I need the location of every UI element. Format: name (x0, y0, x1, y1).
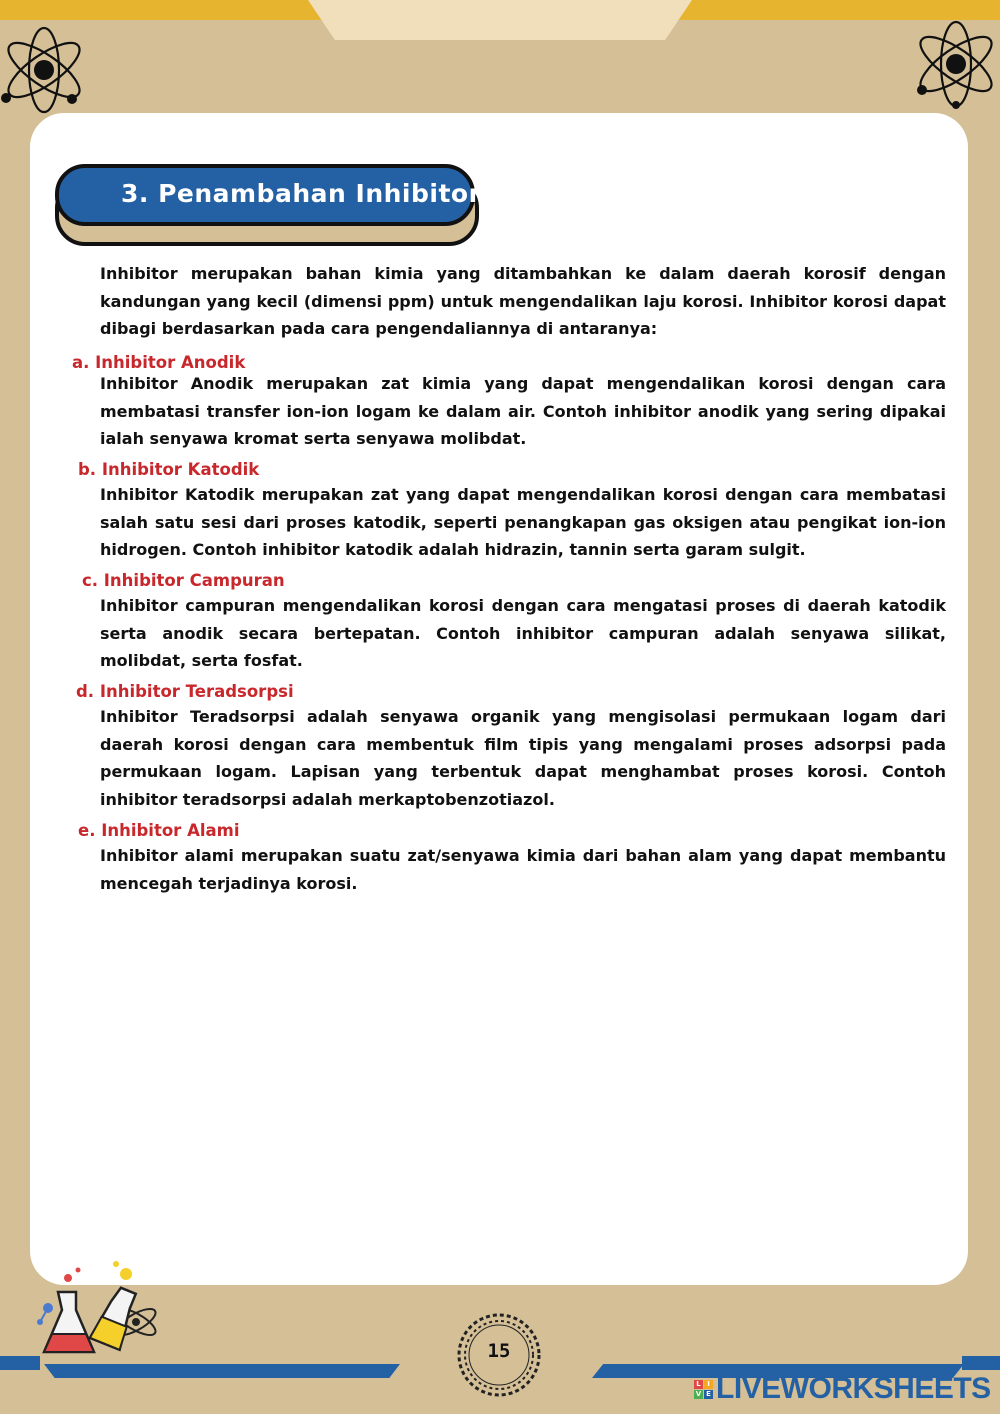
paragraph-alami: Inhibitor alami merupakan suatu zat/senyawa kimia dari bahan alam yang dapat membantu mencegah terjadinya korosi. (100, 846, 946, 893)
liveworksheets-watermark (694, 1374, 991, 1404)
subheading-anodik: a. Inhibitor Anodik (72, 353, 246, 372)
paragraph-anodik: Inhibitor Anodik merupakan zat kimia yang dapat mengendalikan korosi dengan cara membatasi transfer ion-ion logam ke dalam air. Contoh inhibitor anodik yang sering dipakai ialah senyawa kromat serta senyawa molibdat. (100, 374, 946, 448)
liveworksheets-text: LIVEWORKSHEETS (716, 1372, 991, 1405)
top-decorative-tab (308, 0, 692, 40)
paragraph-campuran: Inhibitor campuran mengendalikan korosi dengan cara mengatasi proses di daerah katodik serta anodik secara bertepatan. Contoh inhibitor campuran adalah senyawa silikat, molibdat, serta fosfat. (100, 596, 946, 670)
subheading-teradsorpsi: d. Inhibitor Teradsorpsi (76, 682, 294, 701)
heading-pill (55, 164, 482, 226)
paragraph-katodik: Inhibitor Katodik merupakan zat yang dapat mengendalikan korosi dengan cara membatasi salah satu sesi dari proses katodik, seperti penangkapan gas oksigen atau pengikat ion-ion hidrogen. Contoh inhibitor katodik adalah hidrazin, tannin serta garam sulgit. (100, 485, 946, 559)
page-number: 15 (487, 1340, 511, 1362)
bottom-stripe-left (44, 1364, 400, 1378)
subheading-campuran: c. Inhibitor Campuran (82, 571, 285, 590)
intro-paragraph: Inhibitor merupakan bahan kimia yang ditambahkan ke dalam daerah korosif dengan kandungan yang kecil (dimensi ppm) untuk mengendalikan laju korosi. Inhibitor korosi dapat dibagi berdasarkan pada cara pengendaliannya di antaranya: (100, 264, 946, 338)
bottom-stripe-left-edge (0, 1356, 40, 1370)
section-heading (55, 164, 482, 242)
paragraph-teradsorpsi: Inhibitor Teradsorpsi adalah senyawa organik yang mengisolasi permukaan logam dari daerah korosi dengan cara membentuk film tipis yang mengalami proses adsorpsi pada permukaan logam. Lapisan yang terbentuk dapat menghambat proses korosi. Contoh inhibitor teradsorpsi adalah merkaptobenzotiazol. (100, 707, 946, 809)
atom-icon (0, 22, 92, 114)
heading-title: 3. Penambahan Inhibitor (121, 179, 482, 208)
atom-icon (908, 18, 1000, 110)
lab-flasks-icon (36, 1256, 164, 1366)
bottom-stripe-right-edge (962, 1356, 1000, 1370)
subheading-alami: e. Inhibitor Alami (78, 821, 240, 840)
page-number-medallion (456, 1312, 542, 1398)
subheading-katodik: b. Inhibitor Katodik (78, 460, 260, 479)
liveworksheets-logo-icon: L I V E (694, 1380, 713, 1399)
